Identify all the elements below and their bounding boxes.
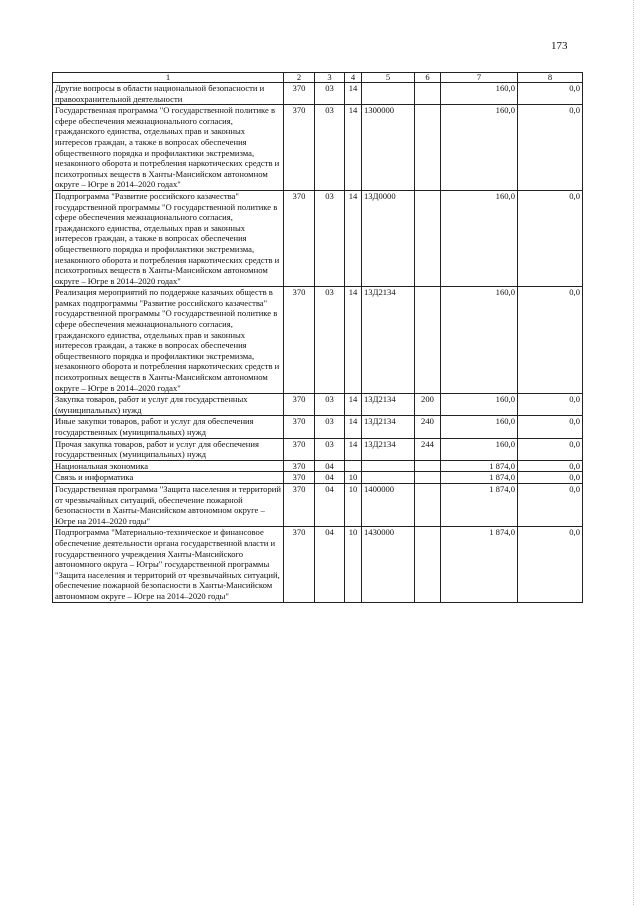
row-target-article: 1300000: [362, 105, 415, 191]
table-row: [53, 472, 583, 484]
row-amount-2: 0,0: [518, 527, 583, 602]
column-header: 1: [53, 73, 284, 83]
row-grbs: 370: [284, 527, 315, 602]
row-subsection: [345, 460, 362, 472]
row-amount-2: 0,0: [518, 438, 583, 460]
row-subsection: 14: [345, 83, 362, 105]
row-expense-type: 240: [415, 416, 441, 438]
row-subsection: 10: [345, 483, 362, 526]
row-name: Другие вопросы в области национальной безопасности и правоохранительной деятельности: [53, 83, 284, 105]
row-name: Подпрограмма "Материально-техническое и финансовое обеспечение деятельности органа государственной власти и государственного учреждения Ханты-Мансийского автономного округа – Югры" государственной программы "Защита населения и территорий от чрезвычайных ситуаций, обеспечение пожарной безопасности в Ханты-Мансийском автономном округе – Югре на 2014–2020 годы": [53, 527, 284, 602]
table-row: [53, 483, 583, 526]
row-target-article: 1400000: [362, 483, 415, 526]
row-target-article: 13Д2134: [362, 394, 415, 416]
row-section: 03: [315, 287, 345, 394]
column-header: 4: [345, 73, 362, 83]
row-amount: 160,0: [441, 190, 518, 286]
row-target-article: 13Д2134: [362, 438, 415, 460]
row-target-article: 13Д0000: [362, 190, 415, 286]
row-amount: 1 874,0: [441, 527, 518, 602]
row-subsection: 10: [345, 472, 362, 484]
row-expense-type: [415, 287, 441, 394]
row-amount: 160,0: [441, 438, 518, 460]
row-name: Иные закупки товаров, работ и услуг для обеспечения государственных (муниципальных) нужд: [53, 416, 284, 438]
row-section: 03: [315, 394, 345, 416]
row-amount-2: 0,0: [518, 105, 583, 191]
column-header: 3: [315, 73, 345, 83]
row-name: Связь и информатика: [53, 472, 284, 484]
row-target-article: [362, 460, 415, 472]
table-row: [53, 438, 583, 460]
row-name: Прочая закупка товаров, работ и услуг для обеспечения государственных (муниципальных) нужд: [53, 438, 284, 460]
column-header: 7: [441, 73, 518, 83]
row-subsection: 14: [345, 190, 362, 286]
row-subsection: 14: [345, 287, 362, 394]
row-amount-2: 0,0: [518, 483, 583, 526]
column-header: 6: [415, 73, 441, 83]
row-subsection: 10: [345, 527, 362, 602]
row-amount: 160,0: [441, 416, 518, 438]
row-section: 04: [315, 460, 345, 472]
table-row: [53, 190, 583, 286]
row-expense-type: [415, 83, 441, 105]
row-target-article: [362, 472, 415, 484]
row-subsection: 14: [345, 438, 362, 460]
column-header: 5: [362, 73, 415, 83]
row-amount-2: 0,0: [518, 394, 583, 416]
row-target-article: 1430000: [362, 527, 415, 602]
column-header: 8: [518, 73, 583, 83]
table-row: [53, 105, 583, 191]
row-expense-type: 244: [415, 438, 441, 460]
row-expense-type: 200: [415, 394, 441, 416]
row-grbs: 370: [284, 416, 315, 438]
row-grbs: 370: [284, 394, 315, 416]
row-section: 03: [315, 105, 345, 191]
row-grbs: 370: [284, 83, 315, 105]
row-grbs: 370: [284, 483, 315, 526]
table-row: [53, 394, 583, 416]
row-name: Государственная программа "О государственной политике в сфере обеспечения межнационального согласия, гражданского единства, отдельных прав и законных интересов граждан, а также в вопросах обеспечения общественного порядка и профилактики экстремизма, незаконного оборота и потребления наркотических средств и психотропных веществ в Ханты-Мансийском автономном округе – Югре в 2014–2020 годах": [53, 105, 284, 191]
row-amount-2: 0,0: [518, 190, 583, 286]
row-expense-type: [415, 527, 441, 602]
row-section: 04: [315, 527, 345, 602]
row-name: Национальная экономика: [53, 460, 284, 472]
row-amount-2: 0,0: [518, 460, 583, 472]
row-section: 04: [315, 472, 345, 484]
row-subsection: 14: [345, 394, 362, 416]
row-amount: 160,0: [441, 394, 518, 416]
row-amount: 160,0: [441, 287, 518, 394]
row-section: 03: [315, 416, 345, 438]
row-subsection: 14: [345, 416, 362, 438]
table-row: [53, 460, 583, 472]
row-grbs: 370: [284, 460, 315, 472]
row-subsection: 14: [345, 105, 362, 191]
row-amount: 1 874,0: [441, 460, 518, 472]
row-target-article: 13Д2134: [362, 287, 415, 394]
row-expense-type: [415, 472, 441, 484]
table-row: [53, 287, 583, 394]
page-number: 173: [551, 40, 568, 52]
row-amount-2: 0,0: [518, 472, 583, 484]
row-grbs: 370: [284, 190, 315, 286]
row-grbs: 370: [284, 287, 315, 394]
table-row: [53, 416, 583, 438]
row-name: Закупка товаров, работ и услуг для государственных (муниципальных) нужд: [53, 394, 284, 416]
row-expense-type: [415, 190, 441, 286]
column-header: 2: [284, 73, 315, 83]
scan-edge-marks: [627, 0, 634, 905]
row-target-article: 13Д2134: [362, 416, 415, 438]
table-row: [53, 83, 583, 105]
row-amount-2: 0,0: [518, 83, 583, 105]
row-name: Подпрограмма "Развитие российского казачества" государственной программы "О государственной политике в сфере обеспечения межнационального согласия, гражданского единства, отдельных прав и законных интересов граждан, а также в вопросах обеспечения общественного порядка и профилактики экстремизма, незаконного оборота и потребления наркотических средств и психотропных веществ в Ханты-Мансийском автономном округе – Югре в 2014–2020 годах": [53, 190, 284, 286]
table-row: [53, 527, 583, 602]
row-amount: 160,0: [441, 105, 518, 191]
table-header-row: [53, 73, 583, 83]
row-expense-type: [415, 105, 441, 191]
row-section: 03: [315, 83, 345, 105]
row-amount-2: 0,0: [518, 287, 583, 394]
row-name: Реализация мероприятий по поддержке казачьих обществ в рамках подпрограммы "Развитие российского казачества" государственной программы "О государственной политике в сфере обеспечения межнационального согласия, гражданского единства, отдельных прав и законных интересов граждан, а также в вопросах обеспечения общественного порядка и профилактики экстремизма, незаконного оборота и потребления наркотических средств и психотропных веществ в Ханты-Мансийском автономном округе – Югре в 2014–2020 годах": [53, 287, 284, 394]
row-expense-type: [415, 460, 441, 472]
row-amount-2: 0,0: [518, 416, 583, 438]
row-grbs: 370: [284, 472, 315, 484]
row-amount: 160,0: [441, 83, 518, 105]
row-section: 03: [315, 190, 345, 286]
row-amount: 1 874,0: [441, 483, 518, 526]
row-section: 04: [315, 483, 345, 526]
row-expense-type: [415, 483, 441, 526]
row-grbs: 370: [284, 105, 315, 191]
row-amount: 1 874,0: [441, 472, 518, 484]
budget-table: [52, 72, 583, 603]
row-grbs: 370: [284, 438, 315, 460]
row-section: 03: [315, 438, 345, 460]
row-name: Государственная программа "Защита населения и территорий от чрезвычайных ситуаций, обеспечение пожарной безопасности в Ханты-Мансийском автономном округе – Югре на 2014–2020 годы": [53, 483, 284, 526]
row-target-article: [362, 83, 415, 105]
